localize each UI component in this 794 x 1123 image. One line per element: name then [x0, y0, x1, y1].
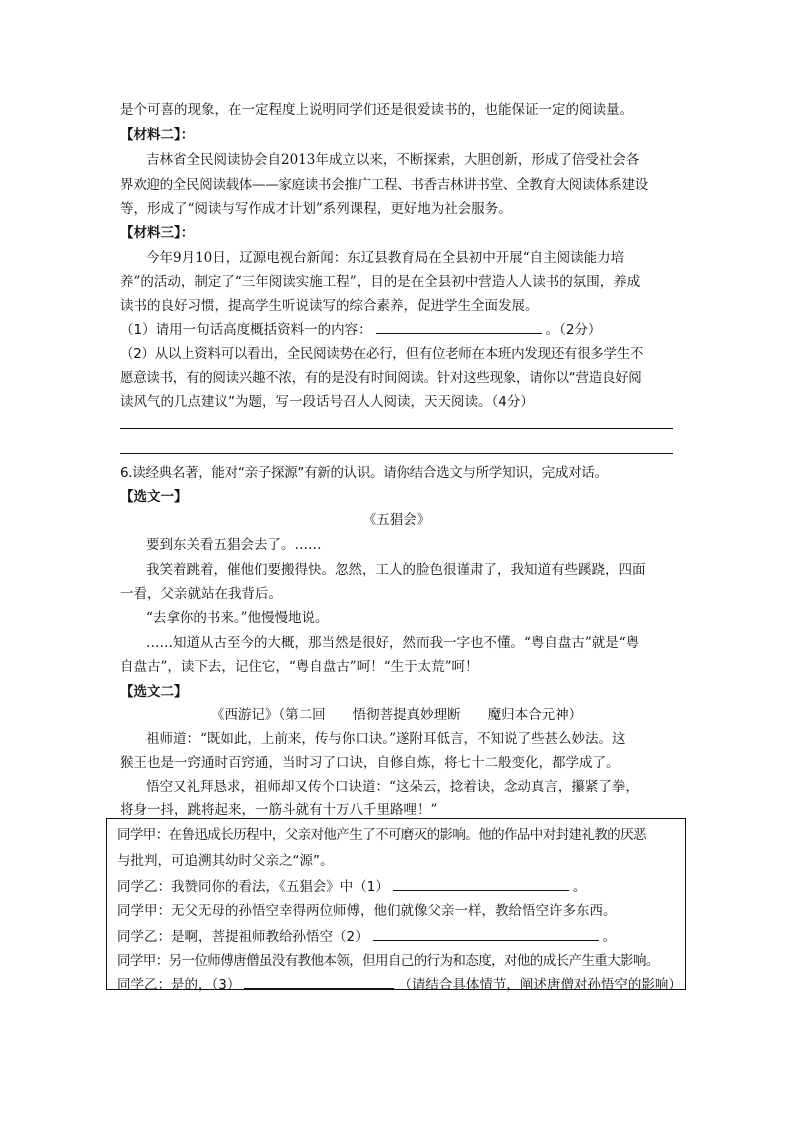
dialogue-prefix: 同学乙：我赞同你的看法，《五猖会》中（1） [117, 879, 389, 895]
material3-heading: 【材料三】： [120, 225, 195, 241]
answer-blank-dialogue-1[interactable] [393, 876, 569, 891]
question-2-line: 愿意读书，有的阅读兴趣不浓，有的是没有时间阅读。针对这些现象，请你以“营造良好阅 [120, 370, 642, 386]
dialogue-suffix: （请结合具体情节，阐述唐僧对孙悟空的影响） [398, 977, 682, 993]
answer-line[interactable] [120, 428, 673, 429]
dialogue-prefix: 同学乙：是啊，菩提祖师教给孙悟空（2） [117, 929, 369, 945]
dialogue-line: 与批判，可追溯其幼时父亲之“源”。 [117, 853, 334, 869]
dialogue-line [117, 974, 682, 995]
dialogue-line: 同学甲：无父无母的孙悟空幸得两位师傅，他们就像父亲一样，教给悟空许多东西。 [117, 903, 617, 919]
answer-blank-dialogue-2[interactable] [373, 926, 599, 941]
excerpt2-line: 将身一抖，跳将起来，一筋斗就有十万八千里路哩！” [120, 802, 438, 818]
question-2-line: 读风气的几点建议”为题，写一段话号召人人阅读，天天阅读。（4分） [120, 394, 534, 410]
question-1-suffix: 。（2分） [545, 322, 602, 338]
question-1 [120, 319, 680, 340]
excerpt2-line: 祖师道：“既如此，上前来，传与你口诀。”遂附耳低言，不知说了些甚么妙法。这 [146, 731, 626, 747]
material2-line: 吉林省全民阅读协会自2013年成立以来，不断探索，大胆创新，形成了倍受社会各 [146, 152, 640, 168]
excerpt1-line: ……知道从古至今的大概，那当然是很好，然而我一字也不懂。“粤自盘古”就是“粤 [146, 635, 640, 651]
material1-tail: 是个可喜的现象，在一定程度上说明同学们还是很爱读书的，也能保证一定的阅读量。 [120, 102, 633, 118]
excerpt2-line: 悟空又礼拜恳求，祖师却又传个口诀道：“这朵云，捻着诀，念动真言，攥紧了拳， [146, 779, 639, 795]
dialogue-prefix: 同学乙：是的，（3） [117, 977, 241, 993]
dialogue-line: 同学甲：在鲁迅成长历程中，父亲对他产生了不可磨灭的影响。他的作品中对封建礼教的厌恶 [117, 827, 646, 843]
excerpt1-line: 自盘古”，读下去，记住它，“粤自盘古”呵！“生于太荒”呵！ [120, 659, 479, 675]
dialogue-line [117, 926, 682, 947]
question-1-prefix: （1）请用一句话高度概括资料一的内容： [120, 322, 372, 338]
material3-line: 读书的良好习惯，提高学生听说读写的综合素养，促进学生全面发展。 [120, 298, 539, 314]
excerpt1-line: 一看，父亲就站在我背后。 [120, 586, 282, 602]
question-6-intro: 6.读经典名著，能对“亲子探源”有新的认识。请你结合选文与所学知识，完成对话。 [120, 465, 608, 481]
excerpt1-line: 我笑着跳着，催他们要搬得快。忽然，工人的脸色很谨肃了，我知道有些蹊跷，四面 [146, 562, 646, 578]
material3-line: 今年9月10日，辽源电视台新闻：东辽县教育局在全县初中开展“自主阅读能力培 [146, 250, 625, 266]
answer-blank-dialogue-3[interactable] [244, 974, 394, 989]
excerpt2-line: 猴王也是一窍通时百窍通，当时习了口诀，自修自炼，将七十二般变化，都学成了。 [120, 755, 620, 771]
material3-line: 养”的活动，制定了“三年阅读实施工程”，目的是在全县初中营造人人读书的氛围，养成 [120, 274, 641, 290]
excerpt2-heading: 【选文二】 [120, 684, 188, 700]
dialogue-line [117, 876, 682, 897]
dialogue-box [106, 818, 686, 993]
answer-line[interactable] [120, 453, 673, 454]
material2-line: 界欢迎的全民阅读载体——家庭读书会推广工程、书香吉林讲书堂、全教育大阅读体系建设 [120, 177, 648, 193]
question-2-line: （2）从以上资料可以看出，全民阅读势在必行，但有位老师在本班内发现还有很多学生不 [120, 346, 644, 362]
excerpt2-title: 《西游记》（第二回 悟彻菩提真妙理断 魔归本合元神） [210, 707, 583, 723]
dialogue-suffix: 。 [602, 929, 617, 945]
excerpt1-line: 要到东关看五猖会去了。…… [146, 537, 322, 553]
excerpt1-line: “去拿你的书来。”他慢慢地说。 [146, 610, 329, 626]
answer-blank-1[interactable] [376, 319, 542, 334]
dialogue-line: 同学甲：另一位师傅唐僧虽没有教他本领，但用自己的行为和态度，对他的成长产生重大影响。 [117, 953, 659, 969]
excerpt1-title: 《五猖会》 [362, 512, 431, 528]
dialogue-suffix: 。 [572, 879, 587, 895]
excerpt1-heading: 【选文一】 [120, 489, 188, 505]
material2-line: 等，形成了“阅读与写作成才计划”系列课程，更好地为社会服务。 [120, 201, 512, 217]
material2-heading: 【材料二】： [120, 127, 195, 143]
